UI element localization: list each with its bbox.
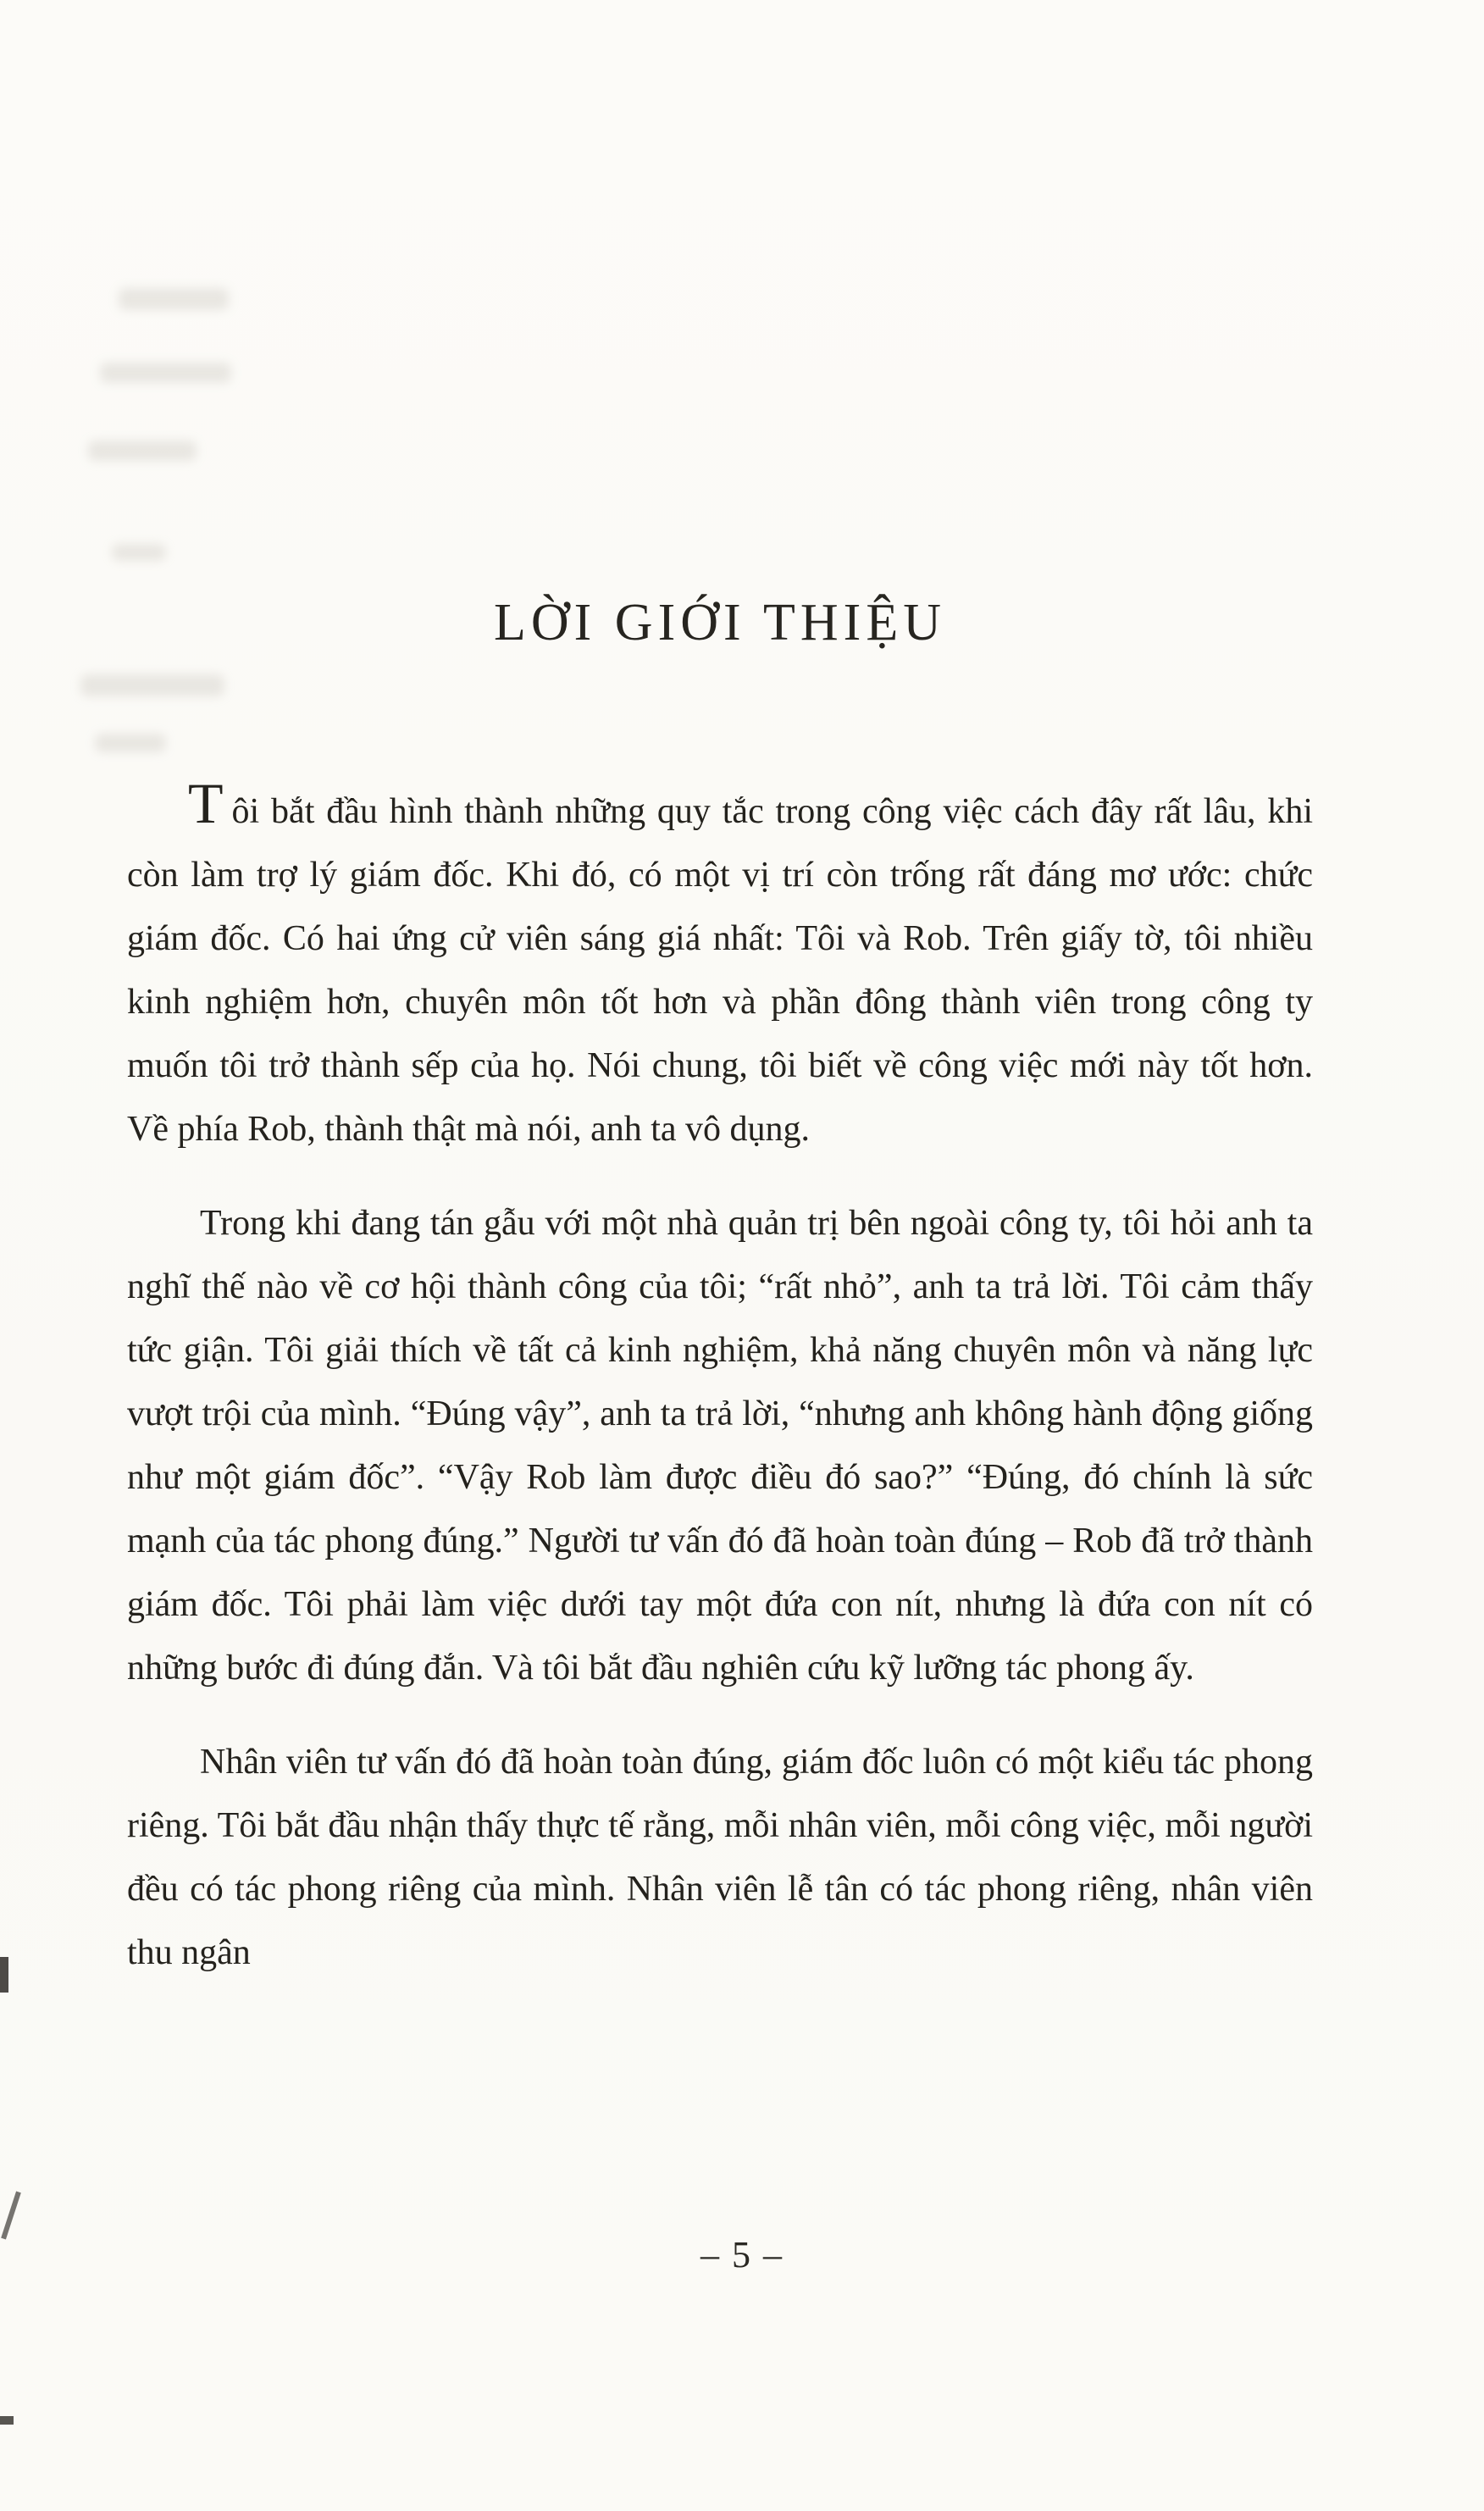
scan-edge-mark xyxy=(0,1957,8,1993)
text-column xyxy=(127,0,1313,2015)
scan-edge-mark xyxy=(0,2416,14,2425)
page-number: – 5 – xyxy=(700,2234,784,2275)
chapter-title: LỜI GIỚI THIỆU xyxy=(494,594,946,651)
body-text xyxy=(127,771,1313,1985)
paragraph-2: Trong khi đang tán gẫu với một nhà quản trị bên ngoài công ty, tôi hỏi anh ta nghĩ thế nào về cơ hội thành công của tôi; “rất nhỏ”, anh ta trả lời. Tôi cảm thấy tức giận. Tôi giải thích về tất cả kinh nghiệm, khả năng chuyên môn và năng lực vượt trội của mình. “Đúng vậy”, anh ta trả lời, “nhưng anh không hành động giống như một giám đốc”. “Vậy Rob làm được điều đó sao?” “Đúng, đó chính là sức mạnh của tác phong đúng.” Người tư vấn đó đã hoàn toàn đúng – Rob đã trở thành giám đốc. Tôi phải làm việc dưới tay một đứa con nít, nhưng là đứa con nít có những bước đi đúng đắn. Và tôi bắt đầu nghiên cứu kỹ lưỡng tác phong ấy. xyxy=(127,1204,1313,1688)
scan-edge-mark xyxy=(1,2191,21,2239)
paragraph-1 xyxy=(127,771,1313,1161)
paragraph-3: Nhân viên tư vấn đó đã hoàn toàn đúng, giám đốc luôn có một kiểu tác phong riêng. Tôi bắt đầu nhận thấy thực tế rằng, mỗi nhân viên, mỗi công việc, mỗi người đều có tác phong riêng của mình. Nhân viên lễ tân có tác phong riêng, nhân viên thu ngân xyxy=(127,1743,1313,1972)
paragraph-1-text: ôi bắt đầu hình thành những quy tắc trong công việc cách đây rất lâu, khi còn làm trợ lý giám đốc. Khi đó, có một vị trí còn trống rất đáng mơ ước: chức giám đốc. Có hai ứng cử viên sáng giá nhất: Tôi và Rob. Trên giấy tờ, tôi nhiều kinh nghiệm hơn, chuyên môn tốt hơn và phần đông thành viên trong công ty muốn tôi trở thành sếp của họ. Nói chung, tôi biết về công việc mới này tốt hơn. Về phía Rob, thành thật mà nói, anh ta vô dụng. xyxy=(127,792,1313,1149)
drop-cap-initial: T xyxy=(188,771,224,835)
